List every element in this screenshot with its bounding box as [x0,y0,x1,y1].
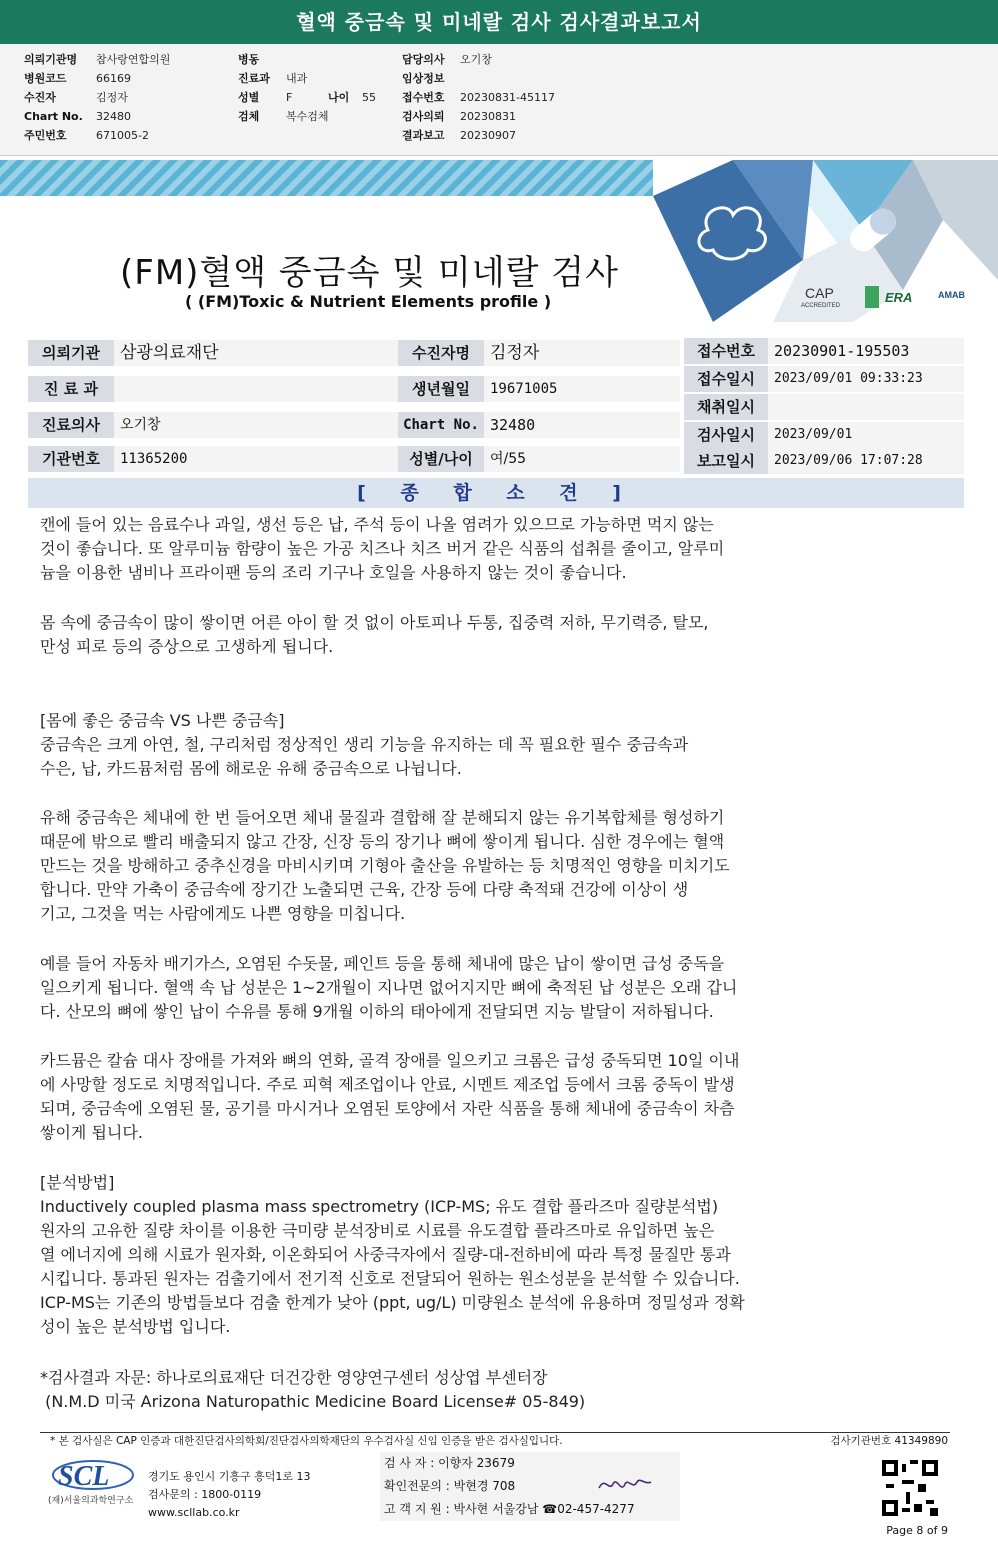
page-number: Page 8 of 9 [886,1524,948,1537]
report-date-label: 보고일시 [684,448,768,474]
qr-code-icon [882,1460,938,1516]
scl-logo-text: SCL [58,1461,110,1492]
info-key: 검체 [238,110,260,123]
info-key: 임상정보 [402,72,445,85]
req-org-value: 삼광의료재단 [114,340,398,366]
info-value: 20230907 [460,129,516,142]
birth-value: 19671005 [484,376,680,402]
era-logo: ERA [885,290,913,305]
receipt-no-value: 20230901-195503 [768,338,964,364]
info-value: F [286,91,293,104]
amab-logo: AMAB [938,290,965,300]
info-key: 검사의뢰 [402,110,445,123]
name-value: 김정자 [484,340,680,366]
receipt-date-value: 2023/09/01 09:33:23 [768,366,964,392]
info-key: 성별 [238,91,260,104]
info-value: 김정자 [96,91,128,104]
analysis-method-paragraph: [분석방법] Inductively coupled plasma mass spectrometry (ICP-MS; 유도 결합 플라즈마 질량분석법) 원자의 고유한 질량 차이를 이용한 극미량 분석장비로 시료를 유도결합 플라즈마로 유입하면 높은 열 에너지에 의해 시료가 원자화, 이온화되어 사중극자에서 질량-대-전하비에 따라 특정 물질만 통과 시킵니다. 통과된 원자는 검출기에서 전기적 신호로 전달되어 원하는 원소성분을 분석할 수 있습니다. ICP-MS는 기존의 방법들보다 검출 한계가 낮아 (ppt, ug/L) 미량원소 분석에 유용하며 정밀성과 정확 성이 높은 분석방법 입니다. [40,1173,745,1336]
info-key: 병원코드 [24,72,67,85]
header-info-panel [0,44,998,156]
header-col-1 [24,50,170,145]
birth-label: 생년월일 [398,376,484,402]
info-key: 접수번호 [402,91,445,104]
summary-paragraph-4: 유해 중금속은 체내에 한 번 들어오면 체내 물질과 결합해 잘 분해되지 않는 유기복합체를 형성하기 때문에 밖으로 빨리 배출되지 않고 간장, 신장 등의 장기나 뼈에 쌓이게 됩니다. 심한 경우에는 혈액 만드는 것을 방해하고 중추신경을 마비시키며 기형아 출산을 유발하는 등 치명적인 영향을 미치기도 합니다. 만약 가축이 중금속에 장기간 노출되면 근육, 간장 등에 다량 축적돼 건강에 이상이 생 기고, 그것을 먹는 사람에게도 나쁜 영향을 미칩니다. [40,808,730,923]
info-value: 오기창 [460,53,492,66]
chart-label: Chart No. [398,412,484,438]
sex-age-value: 여/55 [484,446,680,472]
info-value: 32480 [96,110,131,123]
req-org-label: 의뢰기관 [28,340,114,366]
support-line: 고 객 지 원 : 박사현 서울강남 ☎02-457-4277 [384,1502,635,1516]
report-date-value: 2023/09/06 17:07:28 [768,448,964,474]
summary-paragraph-3: [몸에 좋은 중금속 VS 나쁜 중금속] 중금속은 크게 아연, 철, 구리처럼 정상적인 생리 기능을 유지하는 데 꼭 필요한 필수 중금속과 수은, 납, 카드뮴처럼 몸에 해로운 유해 중금속으로 나뉩니다. [40,711,689,778]
info-key: 의뢰기관명 [24,53,78,66]
scl-logo-subtext: (재)서울의과학연구소 [48,1496,134,1505]
header-col-3 [402,50,555,145]
info-value: 20230831 [460,110,516,123]
scl-logo [48,1455,138,1505]
info-value: 복수검체 [286,110,329,123]
org-no-label: 기관번호 [28,446,114,472]
report-header-title: 혈액 중금속 및 미네랄 검사 검사결과보고서 [0,0,998,44]
doctor-value: 오기창 [114,412,398,438]
report-title: (FM)혈액 중금속 및 미네랄 검사 [120,253,619,293]
info-value: 20230831-45117 [460,91,555,104]
header-col-2 [238,50,376,126]
cap-logo: CAP [805,285,834,301]
advisory-note: *검사결과 자문: 하나로의료재단 더건강한 영양연구센터 성상엽 부센터장 (N.M.D 미국 Arizona Naturopathic Medicine Board License# 05-849) [40,1368,586,1411]
summary-paragraph-2: 몸 속에 중금속이 많이 쌓이면 어른 아이 할 것 없이 아토피나 두통, 집중력 저하, 무기력증, 탈모, 만성 피로 등의 증상으로 고생하게 됩니다. [40,613,709,656]
test-date-label: 검사일시 [684,422,768,448]
summary-paragraph-1: 캔에 들어 있는 음료수나 과일, 생선 등은 납, 주석 등이 나올 염려가 있으므로 가능하면 먹지 않는 것이 좋습니다. 또 알루미늄 함량이 높은 가공 치즈나 치즈 버거 같은 식품의 섭취를 줄이고, 알루미 늄을 이용한 냄비나 프라이팬 등의 조리 기구나 호일을 사용하지 않는 것이 좋습니다. [40,515,725,582]
info-value: 671005-2 [96,129,149,142]
address-line: 경기도 용인시 기흥구 흥덕1로 13 [148,1470,311,1483]
contact-line: 검사문의 : 1800-0119 [148,1488,262,1501]
info-value: 내과 [286,72,308,85]
website-link[interactable]: www.scllab.co.kr [148,1506,240,1519]
info-key: 진료과 [238,72,270,85]
name-label: 수진자명 [398,340,484,366]
signature-icon [595,1472,655,1496]
doctor-label: 진료의사 [28,412,114,438]
cap-accredited-text: ACCREDITED [801,303,841,309]
summary-heading: [ 종 합 소 견 ] [28,478,964,508]
collect-value [768,394,964,420]
summary-paragraph-6: 카드뮴은 칼슘 대사 장애를 가져와 뼈의 연화, 골격 장애를 일으키고 크롬은 급성 중독되면 10일 이내 에 사망할 정도로 치명적입니다. 주로 피혁 제조업이나 안료, 시멘트 제조업 등에서 크롬 중독이 발생 되며, 중금속에 오염된 물, 공기를 마시거나 오염된 토양에서 자란 식품을 통해 체내에 중금속이 차츰 쌓이게 됩니다. [40,1051,740,1142]
age-key: 나이 [328,91,350,104]
report-subtitle: ( (FM)Toxic & Nutrient Elements profile ) [185,292,552,311]
footer-inst-no: 검사기관번호 41349890 [830,1435,948,1447]
info-value: 참사랑연합의원 [96,53,171,66]
info-key: 수진자 [24,91,56,104]
test-date-value: 2023/09/01 [768,422,964,448]
dept-label: 진 료 과 [28,376,114,402]
footer-cert-note: * 본 검사실은 CAP 인증과 대한진단검사의학회/진단검사의학재단의 우수검사실 신임 인증을 받은 검사실입니다. [50,1435,563,1447]
specialist-line: 확인전문의 : 박현경 708 [384,1479,516,1493]
info-key: 병동 [238,53,260,66]
banner-graphic [653,160,998,322]
receipt-date-label: 접수일시 [684,366,768,392]
collect-label: 채취일시 [684,394,768,420]
examiner-line: 검 사 자 : 이향자 23679 [384,1456,515,1470]
summary-paragraph-5: 예를 들어 자동차 배기가스, 오염된 수돗물, 페인트 등을 통해 체내에 많은 납이 쌓이면 급성 중독을 일으키게 됩니다. 혈액 속 납 성분은 1~2개월이 지나면 없어지지만 뼈에 축적된 납 성분은 오래 갑니 다. 산모의 뼈에 쌓인 납이 수유를 통해 9개월 이하의 태아에게 전달되면 지능 발달이 저하됩니다. [40,954,738,1021]
info-key: 주민번호 [24,129,67,142]
dept-value [114,376,398,402]
footer-address [148,1468,311,1522]
receipt-no-label: 접수번호 [684,338,768,364]
org-no-value: 11365200 [114,446,398,472]
info-value: 66169 [96,72,131,85]
info-key: Chart No. [24,110,83,123]
info-key: 결과보고 [402,129,445,142]
age-value: 55 [362,91,376,104]
info-key: 담당의사 [402,53,445,66]
chart-value: 32480 [484,412,680,438]
sex-age-label: 성별/나이 [398,446,484,472]
